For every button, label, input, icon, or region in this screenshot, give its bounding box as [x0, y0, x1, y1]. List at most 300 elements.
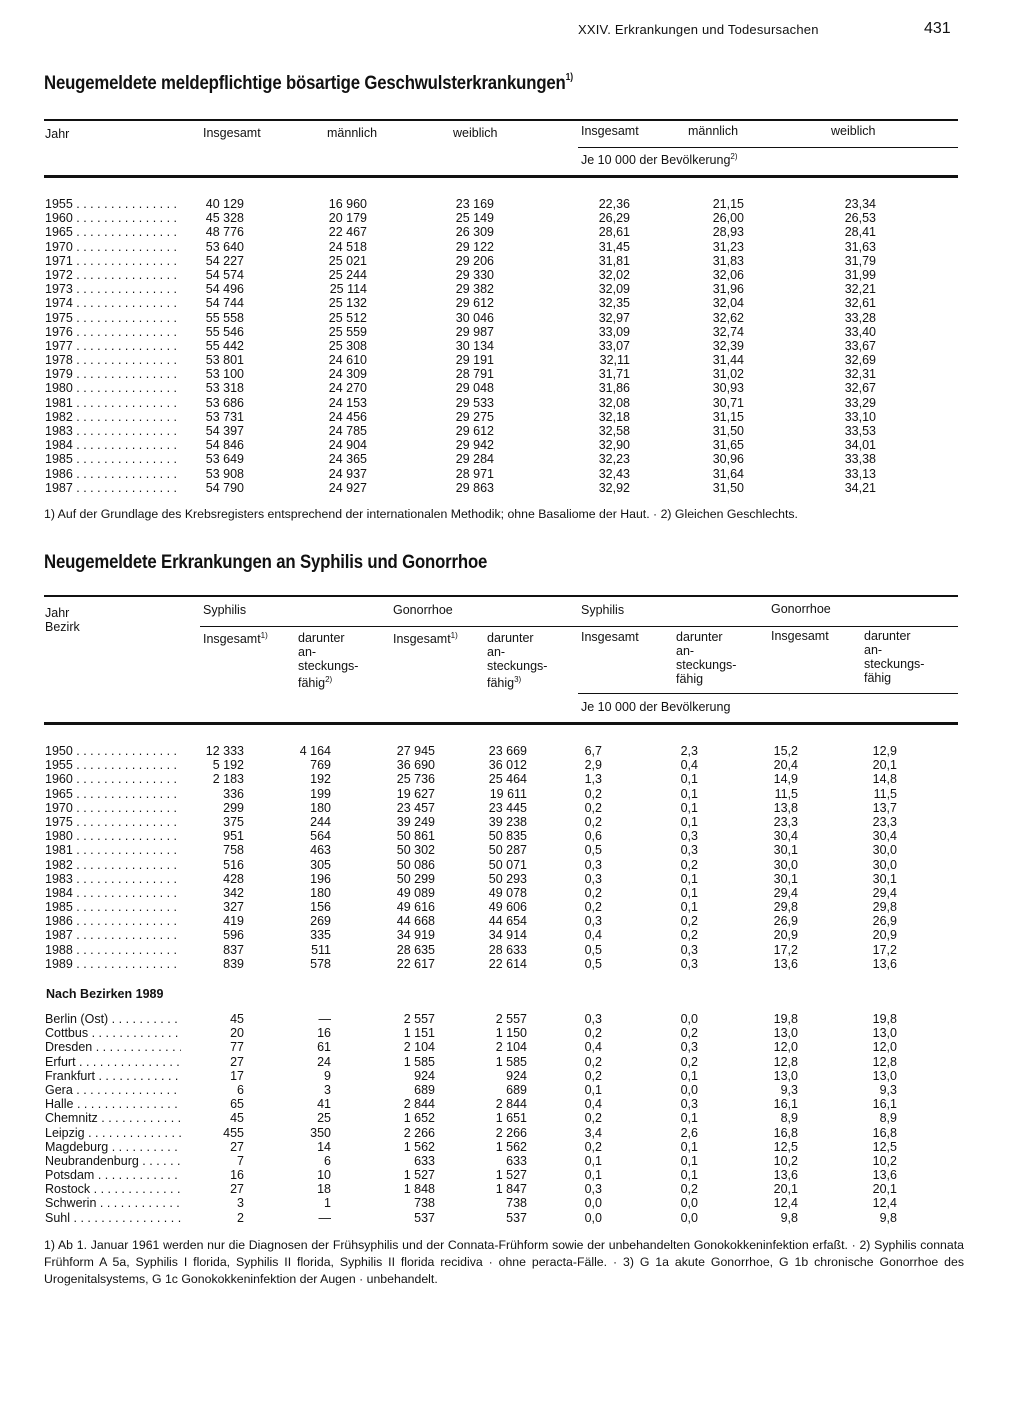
cell: 34,01 — [844, 438, 876, 453]
cell: 27 — [230, 1139, 244, 1154]
cell: 25 021 — [328, 253, 367, 268]
cell: 50 835 — [488, 829, 527, 844]
t2-insg-gon-label: Insgesamt — [393, 632, 451, 646]
cell: 27 945 — [396, 744, 435, 758]
cell: 17,2 — [872, 942, 897, 957]
cell: 596 — [223, 928, 244, 943]
cell: 30,96 — [712, 452, 744, 467]
cell: 13,0 — [872, 1026, 897, 1041]
cell: 32,18 — [598, 409, 630, 424]
t2-dar-syph-l2: an- — [298, 645, 317, 659]
cell: 28 633 — [488, 942, 527, 957]
cell: 0,0 — [680, 1012, 698, 1026]
cell: 30,71 — [712, 395, 744, 410]
cell: 31,86 — [598, 381, 630, 396]
cell: 0,2 — [680, 1026, 698, 1041]
table-row — [0, 943, 1024, 957]
cell: 0,3 — [584, 914, 602, 929]
t2-dar-gon-note: 3) — [514, 675, 522, 684]
cell: 34,21 — [844, 480, 876, 495]
table-row — [0, 843, 1024, 857]
table-row — [0, 225, 1024, 239]
cell: 49 078 — [488, 885, 527, 900]
cell: 23,3 — [872, 814, 897, 829]
cell: 30,1 — [773, 843, 798, 858]
cell: 33,67 — [844, 338, 876, 353]
cell: 55 546 — [205, 324, 244, 339]
t2-dar-syph2-l4: fähig — [676, 672, 704, 686]
cell: 54 790 — [205, 480, 244, 495]
cell: 3 — [324, 1082, 331, 1097]
row-label: 1955 . . . — [45, 758, 181, 772]
table-row — [0, 1140, 1024, 1154]
t2-hdr-insg-gon2: Insgesamt — [771, 629, 829, 643]
table-row — [0, 1083, 1024, 1097]
cell: 25 244 — [328, 267, 367, 282]
cell: 0,2 — [584, 900, 602, 915]
cell: 50 302 — [396, 843, 435, 858]
t2-dar-gon-l4-text: fähig — [487, 676, 515, 690]
cell: 9,8 — [879, 1210, 897, 1225]
cell: 32,61 — [844, 296, 876, 311]
cell: 0,0 — [584, 1196, 602, 1211]
cell: 537 — [414, 1210, 435, 1225]
table-row — [0, 886, 1024, 900]
row-label: 1978 . . . — [45, 353, 181, 367]
cell: 29 122 — [455, 239, 494, 254]
table-row — [0, 254, 1024, 268]
t2-hdr-jahr: Jahr — [45, 606, 70, 620]
cell: 2 557 — [495, 1012, 527, 1026]
cell: 578 — [310, 956, 331, 971]
cell: 24 610 — [328, 353, 367, 368]
cell: 2 — [237, 1210, 244, 1225]
cell: 0,3 — [680, 829, 698, 844]
cell: 350 — [310, 1125, 331, 1140]
cell: 23 169 — [455, 197, 494, 211]
t1-hdr-jahr: Jahr — [45, 127, 70, 141]
cell: 511 — [311, 942, 331, 957]
cell: 26,00 — [712, 211, 744, 226]
cell: 342 — [223, 885, 244, 900]
cell: 28,41 — [844, 225, 876, 240]
cell: 156 — [310, 900, 331, 915]
cell: 0,2 — [584, 1139, 602, 1154]
cell: 33,40 — [844, 324, 876, 339]
cell: 0,2 — [584, 1026, 602, 1041]
cell: 0,1 — [680, 1068, 698, 1083]
cell: 32,23 — [598, 452, 630, 467]
table-row — [0, 772, 1024, 786]
table-row — [0, 211, 1024, 225]
cell: 564 — [310, 829, 331, 844]
cell: 24 927 — [328, 480, 367, 495]
cell: 0,1 — [680, 800, 698, 815]
cell: 19 627 — [396, 786, 435, 801]
cell: 0,2 — [680, 928, 698, 943]
cell: 1 527 — [403, 1168, 435, 1183]
cell: 31,50 — [712, 424, 744, 438]
row-label: 1984 . . . — [45, 886, 181, 900]
cell: 19 611 — [489, 786, 527, 801]
cell: 29 612 — [455, 296, 494, 311]
cell: 16,8 — [773, 1125, 798, 1140]
table-row — [0, 815, 1024, 829]
cell: 25 114 — [329, 282, 367, 297]
cell: 30,4 — [872, 829, 897, 844]
cell: 33,13 — [844, 466, 876, 481]
cell: 20,1 — [872, 758, 897, 773]
table2-title: Neugemeldete Erkrankungen an Syphilis und Gonorrhoe — [44, 551, 488, 573]
cell: 30,4 — [773, 829, 798, 844]
cell: 12,8 — [773, 1054, 798, 1069]
cell: 22 617 — [396, 956, 435, 971]
cell: 31,65 — [712, 438, 744, 453]
cell: 924 — [414, 1068, 435, 1083]
table-row — [0, 339, 1024, 353]
row-label: Halle . . . — [45, 1097, 181, 1111]
cell: 375 — [223, 814, 244, 829]
cell: 428 — [223, 871, 244, 886]
running-header — [0, 20, 1024, 42]
cell: — — [318, 1012, 331, 1026]
cell: 31,99 — [844, 267, 876, 282]
cell: 32,06 — [712, 267, 744, 282]
cell: 2,3 — [680, 744, 698, 758]
cell: 29 330 — [455, 267, 494, 282]
cell: 2 557 — [403, 1012, 435, 1026]
cell: 14,8 — [872, 772, 897, 787]
cell: 19,8 — [872, 1012, 897, 1026]
cell: 28 791 — [455, 367, 494, 382]
cell: 50 071 — [488, 857, 527, 872]
t2-hdr-insg-syph — [203, 631, 268, 646]
cell: 31,81 — [598, 253, 630, 268]
cell: 0,1 — [680, 900, 698, 915]
cell: 455 — [223, 1125, 244, 1140]
cell: 49 089 — [396, 885, 435, 900]
row-label: 1985 . . . — [45, 900, 181, 914]
t1-hdr-maennlich: männlich — [327, 126, 378, 140]
table-row — [0, 467, 1024, 481]
row-label: Chemnitz . . . — [45, 1111, 181, 1125]
row-label: 1975 . . . — [45, 815, 181, 829]
cell: 20,4 — [773, 758, 798, 773]
cell: 1 562 — [403, 1139, 435, 1154]
cell: 0,1 — [584, 1168, 602, 1183]
cell: 53 640 — [205, 239, 244, 254]
cell: 29,4 — [773, 885, 798, 900]
table-row — [0, 1040, 1024, 1054]
t2-je-rule — [578, 693, 958, 694]
cell: 14 — [317, 1139, 331, 1154]
cell: 54 846 — [205, 438, 244, 453]
table2-top-rule — [44, 595, 958, 597]
cell: — — [318, 1210, 331, 1225]
cell: 12,0 — [773, 1040, 798, 1055]
cell: 0,3 — [584, 871, 602, 886]
table-row — [0, 438, 1024, 452]
t2-insg-syph-note: 1) — [260, 631, 268, 640]
t2-dar-gon2-l4: fähig — [864, 671, 892, 685]
cell: 13,0 — [773, 1068, 798, 1083]
row-label: Erfurt . . . — [45, 1055, 181, 1069]
cell: 336 — [223, 786, 244, 801]
cell: 10 — [317, 1168, 331, 1183]
cell: 951 — [223, 829, 244, 844]
cell: 192 — [310, 772, 331, 787]
cell: 1 527 — [495, 1168, 527, 1183]
cell: 32,08 — [598, 395, 630, 410]
cell: 1 562 — [495, 1139, 527, 1154]
cell: 25 512 — [328, 310, 367, 325]
cell: 0,5 — [584, 942, 602, 957]
row-label: 1984 . . . — [45, 438, 181, 452]
cell: 0,2 — [680, 1182, 698, 1197]
cell: 29 612 — [455, 424, 494, 438]
cell: 34 919 — [396, 928, 435, 943]
row-label: 1977 . . . — [45, 339, 181, 353]
cell: 16,1 — [872, 1097, 897, 1112]
cell: 0,4 — [584, 1097, 602, 1112]
table1-title — [44, 72, 573, 95]
cell: 0,2 — [680, 914, 698, 929]
t1-je-note: 2) — [730, 152, 738, 161]
row-label: 1985 . . . — [45, 452, 181, 466]
row-label: Magdeburg . . . — [45, 1140, 181, 1154]
cell: 0,5 — [584, 843, 602, 858]
cell: 0,1 — [680, 772, 698, 787]
table1-header-rule — [44, 175, 958, 178]
cell: 50 299 — [396, 871, 435, 886]
cell: 30,0 — [872, 843, 897, 858]
cell: 1 651 — [495, 1111, 527, 1126]
table-row — [0, 928, 1024, 942]
cell: 0,2 — [584, 786, 602, 801]
cell: 20 — [230, 1026, 244, 1041]
t1-hdr-insgesamt2: Insgesamt — [581, 124, 639, 138]
t2-dar-gon-l4 — [487, 673, 547, 690]
cell: 26,29 — [598, 211, 630, 226]
table-row — [0, 1126, 1024, 1140]
cell: 25 132 — [328, 296, 367, 311]
cell: 0,4 — [680, 758, 698, 773]
cell: 23 445 — [488, 800, 527, 815]
cell: 54 574 — [205, 267, 244, 282]
cell: 18 — [317, 1182, 331, 1197]
cell: 25 — [317, 1111, 331, 1126]
cell: 3,4 — [584, 1125, 602, 1140]
t2-hdr-syphilis: Syphilis — [203, 603, 247, 617]
t2-dar-gon-l3: steckungs- — [487, 659, 548, 673]
table-row — [0, 481, 1024, 495]
cell: 31,50 — [712, 480, 744, 495]
cell: 27 — [230, 1182, 244, 1197]
cell: 32,97 — [598, 310, 630, 325]
cell: 335 — [310, 928, 331, 943]
cell: 12,0 — [872, 1040, 897, 1055]
row-label: 1971 . . . — [45, 254, 181, 268]
cell: 537 — [506, 1210, 527, 1225]
cell: 29,8 — [773, 900, 798, 915]
row-label: Cottbus . . . — [45, 1026, 181, 1040]
cell: 6 — [324, 1153, 331, 1168]
row-label: Berlin (Ost) . . . — [45, 1012, 181, 1026]
cell: 16 960 — [328, 197, 367, 211]
cell: 27 — [230, 1054, 244, 1069]
cell: 924 — [506, 1068, 527, 1083]
t2-insg-gon-note: 1) — [450, 631, 458, 640]
cell: 53 908 — [205, 466, 244, 481]
cell: 25 736 — [396, 772, 435, 787]
t2-hdr-dar-gon — [487, 631, 547, 690]
cell: 0,1 — [584, 1153, 602, 1168]
cell: 8,9 — [879, 1111, 897, 1126]
cell: 0,5 — [584, 956, 602, 971]
t2-insg-syph-label: Insgesamt — [203, 632, 261, 646]
cell: 0,0 — [680, 1082, 698, 1097]
t2-hdr-syphilis2: Syphilis — [581, 603, 625, 617]
table-row — [0, 410, 1024, 424]
table-row — [0, 268, 1024, 282]
table-row — [0, 1026, 1024, 1040]
cell: 9,3 — [879, 1082, 897, 1097]
t2-hdr-gonorrhoe: Gonorrhoe — [393, 603, 453, 617]
cell: 16,1 — [773, 1097, 798, 1112]
row-label: 1973 . . . — [45, 282, 181, 296]
table-row — [0, 1196, 1024, 1210]
cell: 30,93 — [712, 381, 744, 396]
cell: 24 153 — [328, 395, 367, 410]
table-row — [0, 381, 1024, 395]
row-label: 1979 . . . — [45, 367, 181, 381]
cell: 21,15 — [712, 197, 744, 211]
cell: 16,8 — [872, 1125, 897, 1140]
cell: 28 971 — [455, 466, 494, 481]
cell: 32,31 — [844, 367, 876, 382]
t2-dar-syph-note: 2) — [325, 675, 333, 684]
cell: 2,6 — [680, 1125, 698, 1140]
cell: 0,0 — [680, 1210, 698, 1225]
cell: 0,0 — [584, 1210, 602, 1225]
cell: 31,63 — [844, 239, 876, 254]
t2-hdr-dar-syph — [298, 631, 358, 690]
cell: 20,9 — [872, 928, 897, 943]
cell: 55 558 — [205, 310, 244, 325]
t1-hdr-weiblich: weiblich — [453, 126, 498, 140]
cell: 2 266 — [495, 1125, 527, 1140]
cell: 12,5 — [773, 1139, 798, 1154]
cell: 77 — [230, 1040, 244, 1055]
table-row — [0, 325, 1024, 339]
cell: 23,34 — [844, 197, 876, 211]
cell: 20 179 — [328, 211, 367, 226]
t2-hdr-je: Je 10 000 der Bevölkerung — [581, 700, 731, 714]
cell: 33,07 — [598, 338, 630, 353]
row-label: 1965 . . . — [45, 225, 181, 239]
t1-hdr-je — [581, 152, 738, 167]
cell: 29 048 — [455, 381, 494, 396]
table-row — [0, 197, 1024, 211]
cell: 633 — [414, 1153, 435, 1168]
cell: 12,4 — [773, 1196, 798, 1211]
cell: 30,1 — [872, 871, 897, 886]
row-label: Rostock . . . — [45, 1182, 181, 1196]
cell: 13,7 — [872, 800, 897, 815]
cell: 23 669 — [488, 744, 527, 758]
cell: 20,9 — [773, 928, 798, 943]
table-row — [0, 829, 1024, 843]
cell: 689 — [506, 1082, 527, 1097]
cell: 689 — [414, 1082, 435, 1097]
cell: 36 690 — [396, 758, 435, 773]
cell: 29,8 — [872, 900, 897, 915]
t1-hdr-weiblich2: weiblich — [831, 124, 876, 138]
table-row — [0, 1012, 1024, 1026]
cell: 299 — [223, 800, 244, 815]
cell: 31,64 — [712, 466, 744, 481]
cell: 7 — [237, 1153, 244, 1168]
table-row — [0, 353, 1024, 367]
cell: 39 249 — [396, 814, 435, 829]
cell: 32,04 — [712, 296, 744, 311]
table-row — [0, 282, 1024, 296]
t1-je-label: Je 10 000 der Bevölkerung — [581, 153, 731, 167]
table-row — [0, 396, 1024, 410]
t2-dar-gon2-l3: steckungs- — [864, 657, 925, 671]
cell: 32,74 — [712, 324, 744, 339]
cell: 2 266 — [403, 1125, 435, 1140]
cell: 0,3 — [680, 843, 698, 858]
cell: 24 937 — [328, 466, 367, 481]
cell: 33,10 — [844, 409, 876, 424]
cell: 39 238 — [488, 814, 527, 829]
cell: 2 104 — [495, 1040, 527, 1055]
cell: 1 — [324, 1196, 331, 1211]
row-label: 1972 . . . — [45, 268, 181, 282]
cell: 29 275 — [455, 409, 494, 424]
cell: 28,61 — [598, 225, 630, 240]
cell: 32,43 — [598, 466, 630, 481]
cell: 0,1 — [680, 814, 698, 829]
cell: 0,4 — [584, 928, 602, 943]
cell: 0,6 — [584, 829, 602, 844]
cell: 0,2 — [584, 1054, 602, 1069]
row-label: 1974 . . . — [45, 296, 181, 310]
cell: 0,2 — [680, 857, 698, 872]
cell: 0,2 — [584, 800, 602, 815]
cell: 633 — [506, 1153, 527, 1168]
page-number: 431 — [924, 20, 951, 37]
cell: 1 150 — [495, 1026, 527, 1041]
cell: 4 164 — [299, 744, 331, 758]
cell: 26,9 — [773, 914, 798, 929]
cell: 25 308 — [328, 338, 367, 353]
t2-dar-gon2-l1: darunter — [864, 629, 911, 643]
cell: 30,1 — [773, 871, 798, 886]
cell: 6 — [237, 1082, 244, 1097]
cell: 14,9 — [773, 772, 798, 787]
cell: 50 293 — [488, 871, 527, 886]
cell: 9,8 — [780, 1210, 798, 1225]
cell: 32,67 — [844, 381, 876, 396]
cell: 28 635 — [396, 942, 435, 957]
row-label: 1965 . . . — [45, 787, 181, 801]
cell: 0,2 — [584, 1111, 602, 1126]
table2-subheading: Nach Bezirken 1989 — [46, 987, 164, 1001]
cell: 0,3 — [680, 942, 698, 957]
table-row — [0, 1097, 1024, 1111]
